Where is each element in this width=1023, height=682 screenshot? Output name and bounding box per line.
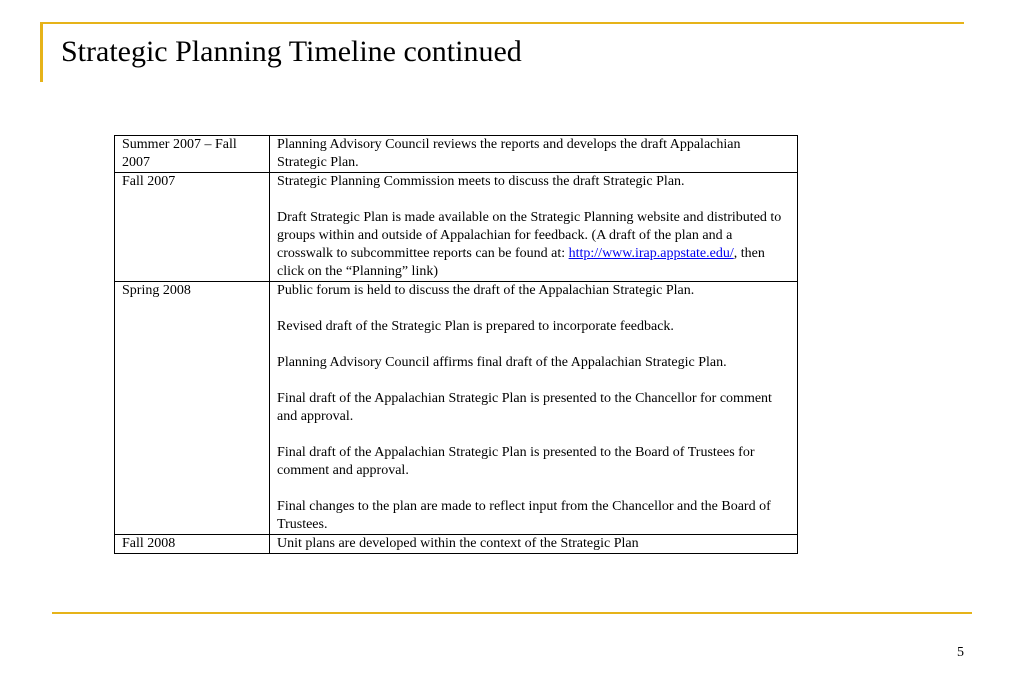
period-label: Spring 2008 bbox=[122, 283, 191, 298]
activity-text: Planning Advisory Council affirms final draft of the Appalachian Strategic Plan. bbox=[277, 355, 727, 370]
activity-text: Revised draft of the Strategic Plan is prepared to incorporate feedback. bbox=[277, 319, 674, 334]
activity-text: Strategic Planning Commission meets to discuss the draft Strategic Plan. bbox=[277, 174, 685, 189]
timeline-table bbox=[114, 135, 798, 554]
activity-text: Public forum is held to discuss the draft of the Appalachian Strategic Plan. bbox=[277, 283, 695, 298]
activity-text: Unit plans are developed within the context of the Strategic Plan bbox=[277, 536, 639, 551]
activity-cell bbox=[270, 535, 798, 554]
page-number: 5 bbox=[957, 645, 964, 660]
activity-cell bbox=[270, 173, 798, 282]
table-row bbox=[115, 136, 798, 173]
period-cell bbox=[115, 535, 270, 554]
period-label: Fall 2008 bbox=[122, 536, 176, 551]
activity-text: Final changes to the plan are made to reflect input from the Chancellor and the Board of Trustees. bbox=[277, 499, 771, 532]
top-accent-rule bbox=[40, 22, 964, 24]
planning-website-link[interactable]: http://www.irap.appstate.edu/ bbox=[568, 246, 734, 261]
activity-cell bbox=[270, 136, 798, 173]
slide-title: Strategic Planning Timeline continued bbox=[61, 35, 522, 68]
period-label: Summer 2007 – Fall 2007 bbox=[122, 137, 237, 170]
link-trail-text: , then click on the “Planning” link) bbox=[277, 246, 765, 279]
table-row bbox=[115, 173, 798, 282]
period-cell bbox=[115, 136, 270, 173]
activity-text-with-link bbox=[277, 209, 790, 281]
title-accent-bar bbox=[40, 22, 43, 82]
link-lead-text: Draft Strategic Plan is made available on the Strategic Planning website and distributed to groups within and outside of Appalachian for feedback. (A draft of the plan and a crosswalk to subcommittee reports can be found at: bbox=[277, 210, 782, 261]
period-cell bbox=[115, 282, 270, 535]
period-label: Fall 2007 bbox=[122, 174, 176, 189]
activity-text: Final draft of the Appalachian Strategic Plan is presented to the Board of Trustees for comment and approval. bbox=[277, 445, 755, 478]
table-row bbox=[115, 282, 798, 535]
period-cell bbox=[115, 173, 270, 282]
bottom-accent-rule bbox=[52, 612, 972, 614]
activity-text: Final draft of the Appalachian Strategic Plan is presented to the Chancellor for comment and approval. bbox=[277, 391, 772, 424]
activity-cell bbox=[270, 282, 798, 535]
table-row bbox=[115, 535, 798, 554]
activity-text: Planning Advisory Council reviews the reports and develops the draft Appalachian Strategic Plan. bbox=[277, 137, 741, 170]
